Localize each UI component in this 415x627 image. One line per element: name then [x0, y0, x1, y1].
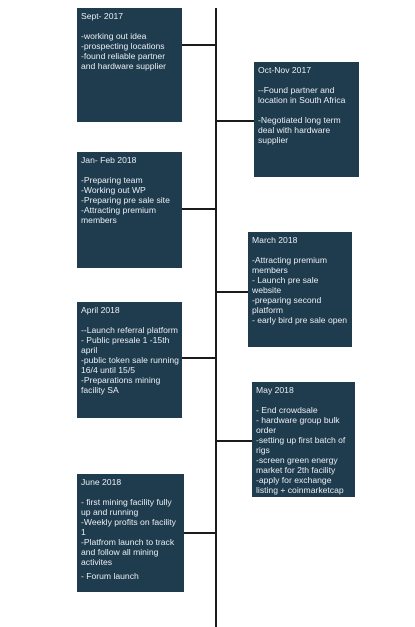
milestone-line: -public token sale running 16/4 until 15/5	[81, 355, 179, 375]
milestone-line: -Attracting premium members	[252, 255, 327, 275]
milestone-line: -Preparing team	[81, 175, 143, 185]
connector-april-2018	[182, 357, 216, 359]
milestone-title: Sept- 2017	[81, 11, 124, 21]
milestone-title: March 2018	[252, 235, 298, 245]
milestone-line: - hardware group bulk order	[256, 415, 340, 435]
milestone-line: - Forum launch	[81, 571, 139, 581]
connector-oct-nov-2017	[216, 120, 254, 122]
milestone-card-april-2018	[77, 302, 182, 418]
milestone-line: - Public presale 1 -15th april	[81, 335, 170, 355]
milestone-line: - Launch pre sale website	[252, 275, 319, 295]
milestone-line: -prospecting locations	[81, 41, 165, 51]
connector-march-2018	[216, 291, 248, 293]
milestone-card-march-2018	[248, 232, 352, 347]
milestone-line: --Launch referral platform	[81, 325, 178, 335]
connector-may-2018	[216, 440, 252, 442]
milestone-line: -Preparations mining facility SA	[81, 375, 161, 395]
connector-sept-2017	[182, 44, 216, 46]
milestone-line: --Found partner and location in South Africa	[258, 85, 346, 105]
milestone-card-oct-nov-2017	[254, 62, 359, 177]
milestone-gap	[258, 105, 356, 115]
milestone-line: -preparing second platform	[252, 295, 322, 315]
milestone-title: Oct-Nov 2017	[258, 65, 312, 75]
milestone-title: April 2018	[81, 305, 120, 315]
milestone-line: -Negotiated long term deal with hardware supplier	[258, 115, 341, 145]
milestone-line: - early bird pre sale open	[252, 315, 348, 325]
milestone-line: -screen green energy market for 2th facility	[256, 455, 338, 475]
milestone-card-may-2018	[252, 382, 355, 497]
milestone-title: May 2018	[256, 385, 294, 395]
milestone-line: - first mining facility fully up and running	[81, 497, 172, 517]
milestone-line: -Preparing pre sale site	[81, 195, 170, 205]
milestone-line: - End crowdsale	[256, 405, 318, 415]
milestone-line: -Attracting premium members	[81, 205, 156, 225]
milestone-title: Jan- Feb 2018	[81, 155, 137, 165]
milestone-line: -setting up first batch of rigs	[256, 435, 346, 455]
milestone-line: -working out idea	[81, 31, 147, 41]
milestone-line: -Weekly profits on facility 1	[81, 517, 176, 537]
connector-jan-feb-2018	[182, 208, 216, 210]
milestone-line: -Working out WP	[81, 185, 146, 195]
milestone-title: June 2018	[81, 477, 122, 487]
milestone-card-jan-feb-2018	[77, 152, 182, 268]
milestone-card-june-2018	[77, 474, 184, 592]
milestone-line: -Platfrom launch to track and follow all mining activites	[81, 537, 175, 567]
milestone-line: -found reliable partner and hardware supplier	[81, 51, 167, 71]
milestone-card-sept-2017	[77, 8, 182, 122]
connector-june-2018	[182, 532, 216, 534]
milestone-line: -apply for exchange listing + coinmarketcap	[256, 475, 344, 495]
timeline-spine	[215, 8, 217, 627]
